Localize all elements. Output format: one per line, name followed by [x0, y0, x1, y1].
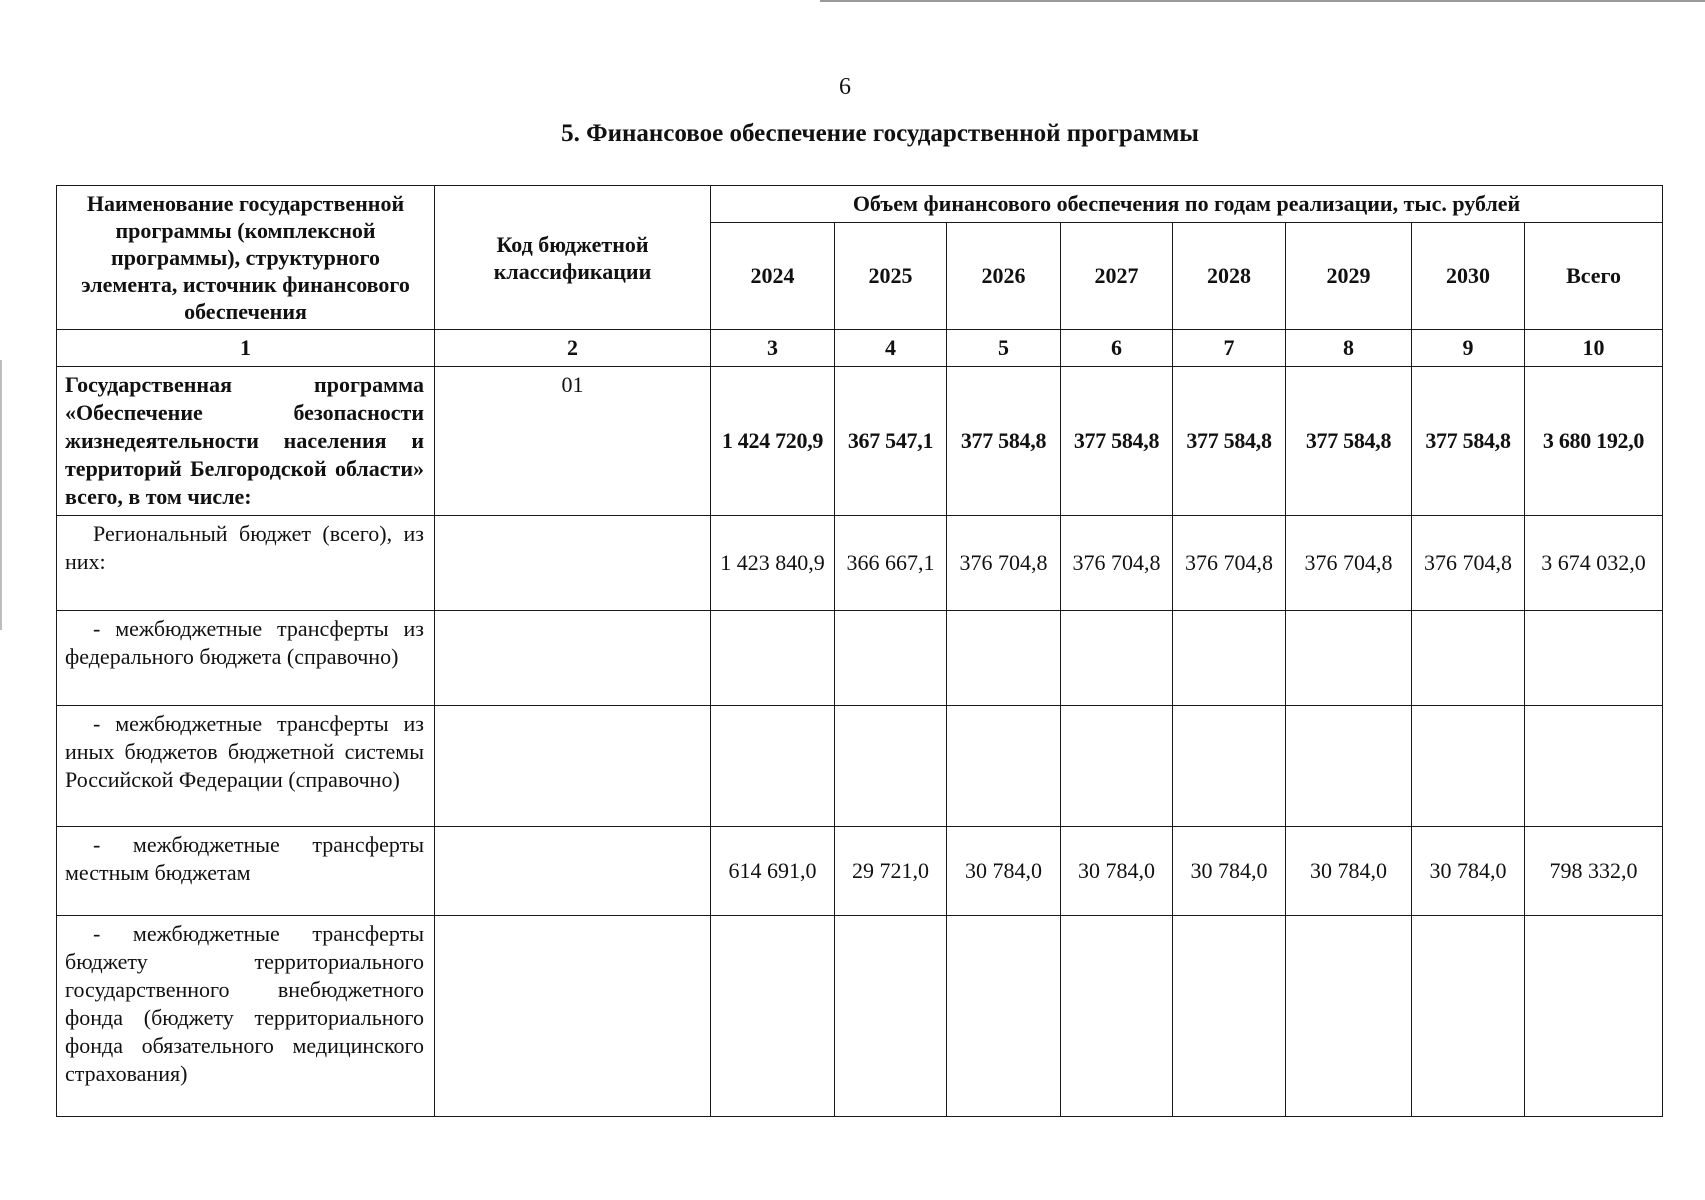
row-value	[1061, 611, 1173, 706]
header-year: 2030	[1412, 223, 1525, 330]
row-value: 376 704,8	[1061, 516, 1173, 611]
column-number: 1	[57, 330, 435, 367]
row-value: 377 584,8	[1412, 367, 1525, 516]
row-value: 30 784,0	[947, 827, 1061, 916]
row-code	[435, 611, 711, 706]
row-value	[1173, 916, 1286, 1117]
table-header-row	[57, 186, 1663, 223]
row-code	[435, 706, 711, 827]
row-value: 29 721,0	[835, 827, 947, 916]
column-number: 9	[1412, 330, 1525, 367]
row-value: 377 584,8	[1286, 367, 1412, 516]
row-name: - межбюджетные трансферты из федерального бюджета (справочно)	[57, 611, 435, 706]
row-name: - межбюджетные трансферты местным бюджетам	[57, 827, 435, 916]
header-code-column: Код бюджетной классификации	[435, 186, 711, 330]
header-year: 2024	[711, 223, 835, 330]
row-value	[947, 611, 1061, 706]
table-row-other-budget-transfers	[57, 706, 1663, 827]
column-number: 4	[835, 330, 947, 367]
row-value	[1286, 706, 1412, 827]
row-value: 376 704,8	[947, 516, 1061, 611]
header-year: 2029	[1286, 223, 1412, 330]
row-value	[1061, 706, 1173, 827]
row-value	[835, 916, 947, 1117]
column-number: 6	[1061, 330, 1173, 367]
header-year: 2027	[1061, 223, 1173, 330]
column-number: 5	[947, 330, 1061, 367]
row-name: - межбюджетные трансферты бюджету территориального государственного внебюджетного фонда (бюджету территориального фонда обязательного медицинского страхования)	[57, 916, 435, 1117]
row-value	[835, 706, 947, 827]
row-name: - межбюджетные трансферты из иных бюджетов бюджетной системы Российской Федерации (справочно)	[57, 706, 435, 827]
column-number: 7	[1173, 330, 1286, 367]
header-year: 2028	[1173, 223, 1286, 330]
row-value	[711, 916, 835, 1117]
table-row-local-budget-transfers	[57, 827, 1663, 916]
header-year: 2026	[947, 223, 1061, 330]
row-value	[1412, 706, 1525, 827]
header-year: 2025	[835, 223, 947, 330]
row-value: 1 423 840,9	[711, 516, 835, 611]
row-value: 366 667,1	[835, 516, 947, 611]
section-title: 5. Финансовое обеспечение государственной программы	[561, 120, 1199, 147]
row-value	[1412, 916, 1525, 1117]
table-row-federal-transfers	[57, 611, 1663, 706]
column-number: 2	[435, 330, 711, 367]
row-value	[1173, 706, 1286, 827]
row-value: 376 704,8	[1173, 516, 1286, 611]
row-name: Государственная программа «Обеспечение безопасности жизнедеятельности населения и территорий Белгородской области» всего, в том числе:	[57, 367, 435, 516]
row-value	[1061, 916, 1173, 1117]
row-value: 30 784,0	[1061, 827, 1173, 916]
table-row-regional-budget	[57, 516, 1663, 611]
header-total: Всего	[1525, 223, 1663, 330]
row-value: 376 704,8	[1412, 516, 1525, 611]
row-name: Региональный бюджет (всего), из них:	[57, 516, 435, 611]
row-value	[835, 611, 947, 706]
row-value: 376 704,8	[1286, 516, 1412, 611]
row-value: 377 584,8	[947, 367, 1061, 516]
row-code: 01	[435, 367, 711, 516]
row-value: 377 584,8	[1061, 367, 1173, 516]
column-number-row	[57, 330, 1663, 367]
header-name-column: Наименование государственной программы (комплексной программы), структурного элемента, источник финансового обеспечения	[57, 186, 435, 330]
scan-edge-line	[0, 360, 2, 630]
row-code	[435, 827, 711, 916]
row-value: 377 584,8	[1173, 367, 1286, 516]
page-number: 6	[839, 74, 851, 100]
row-code	[435, 516, 711, 611]
table-row-program-total	[57, 367, 1663, 516]
table-row-extrabudgetary-fund-transfers	[57, 916, 1663, 1117]
column-number: 3	[711, 330, 835, 367]
header-volume-span: Объем финансового обеспечения по годам реализации, тыс. рублей	[711, 186, 1663, 223]
row-value: 367 547,1	[835, 367, 947, 516]
row-value	[1173, 611, 1286, 706]
row-value: 30 784,0	[1173, 827, 1286, 916]
row-value	[711, 706, 835, 827]
row-total: 3 674 032,0	[1525, 516, 1663, 611]
row-total: 3 680 192,0	[1525, 367, 1663, 516]
financing-table	[56, 185, 1663, 1117]
row-value	[1412, 611, 1525, 706]
row-value	[947, 706, 1061, 827]
column-number: 10	[1525, 330, 1663, 367]
column-number: 8	[1286, 330, 1412, 367]
row-value	[947, 916, 1061, 1117]
row-total	[1525, 916, 1663, 1117]
row-total: 798 332,0	[1525, 827, 1663, 916]
row-total	[1525, 611, 1663, 706]
row-code	[435, 916, 711, 1117]
row-value: 1 424 720,9	[711, 367, 835, 516]
row-value: 614 691,0	[711, 827, 835, 916]
row-value	[1286, 611, 1412, 706]
row-value: 30 784,0	[1412, 827, 1525, 916]
row-value	[1286, 916, 1412, 1117]
scan-edge-line	[820, 0, 1705, 2]
row-value	[711, 611, 835, 706]
row-total	[1525, 706, 1663, 827]
row-value: 30 784,0	[1286, 827, 1412, 916]
